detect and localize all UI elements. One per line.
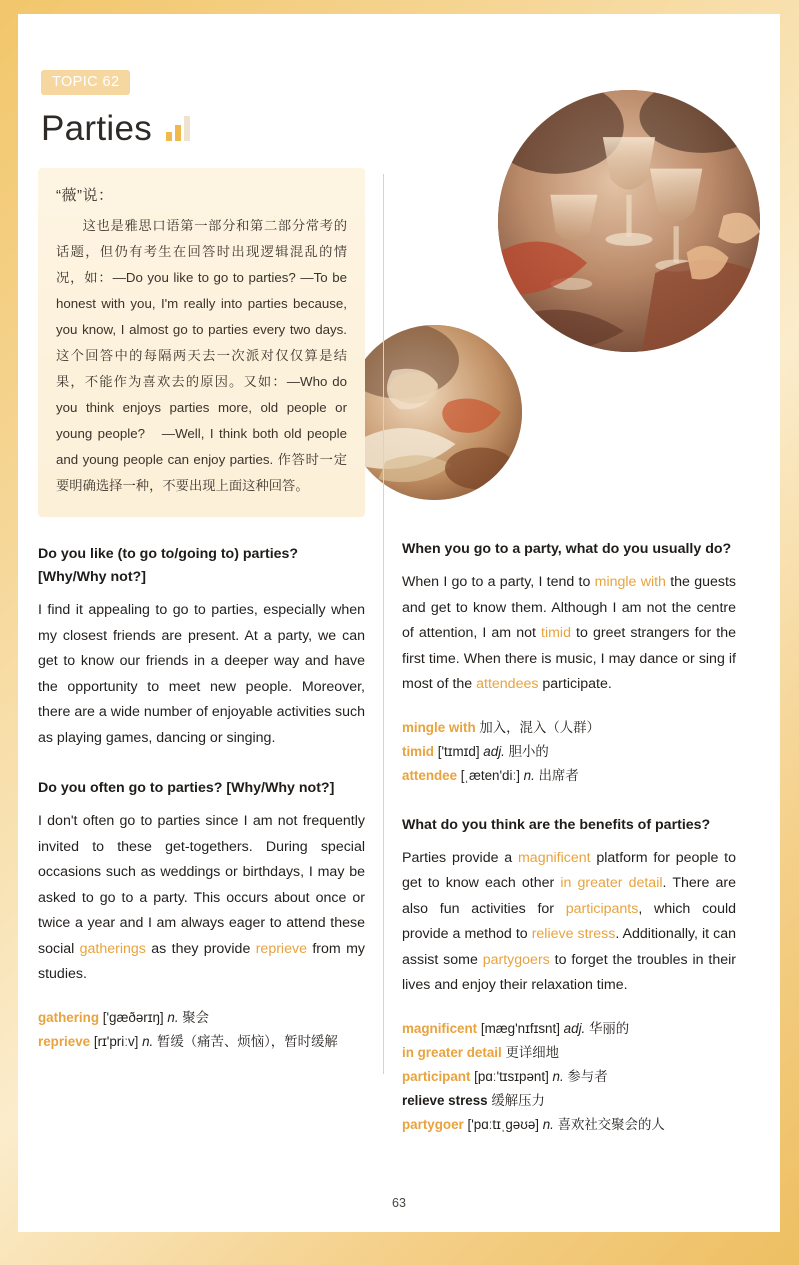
vocabulary-meaning: 出席者: [534, 767, 579, 783]
vocabulary-pos: adj.: [559, 1020, 586, 1036]
tip-box-title: “薇”说：: [56, 187, 114, 204]
right-column-stack: [402, 168, 736, 1137]
left-column: [38, 168, 383, 1137]
vocabulary-pos: n.: [548, 1068, 564, 1084]
vocabulary-term: participant: [402, 1068, 471, 1084]
answer-fragment: . Additionally, it can assist some: [402, 926, 737, 968]
highlighted-phrase: mingle with: [594, 574, 666, 590]
answer-text: [38, 809, 365, 988]
signal-bars-icon: [166, 116, 190, 146]
vocabulary-meaning: 聚会: [178, 1009, 210, 1025]
vocabulary-ipa: ['tɪmɪd]: [434, 743, 480, 759]
answer-text: [402, 570, 736, 698]
vocabulary-ipa: [rɪ'priːv]: [90, 1033, 139, 1049]
vocabulary-ipa: [ˌæten'diː]: [457, 767, 520, 783]
highlighted-phrase: timid: [541, 625, 571, 641]
highlighted-phrase: partygoers: [482, 951, 550, 968]
question-text: What do you think are the benefits of parties?: [402, 816, 711, 833]
vocabulary-meaning: 喜欢社交聚会的人: [553, 1116, 665, 1132]
vocabulary-row: [402, 1065, 736, 1089]
page-title: Parties: [41, 109, 153, 148]
vocabulary-meaning: 暂缓（痛苦、烦恼），暂时缓解: [153, 1033, 338, 1049]
vocabulary-pos: n.: [163, 1009, 179, 1025]
vocabulary-term: gathering: [38, 1009, 100, 1025]
vocabulary-list: [402, 1017, 736, 1137]
highlighted-phrase: gatherings: [79, 940, 146, 957]
vocabulary-row: [402, 716, 736, 740]
vocabulary-meaning: 参与者: [563, 1068, 608, 1084]
answer-fragment: as they provide: [145, 940, 256, 957]
answer-fragment: participate.: [538, 676, 612, 692]
right-column: [384, 168, 736, 1137]
vocabulary-row: [402, 1089, 736, 1113]
vocabulary-meaning: 更详细地: [501, 1044, 560, 1060]
page-number: 63: [392, 1196, 406, 1210]
question-text: Do you like (to go to/going to) parties? [Why/Why not?]: [38, 546, 299, 585]
vocabulary-pos: adj.: [479, 743, 505, 759]
vocabulary-list: [402, 716, 736, 788]
vocabulary-term: magnificent: [402, 1020, 478, 1036]
vocabulary-pos: n.: [138, 1033, 154, 1049]
vocabulary-ipa: [pɑː'tɪsɪpənt]: [470, 1068, 549, 1084]
highlighted-phrase: in greater detail: [560, 875, 663, 891]
columns: [38, 168, 736, 1137]
page-sheet: [18, 14, 780, 1232]
answer-fragment: Parties provide a: [402, 849, 518, 866]
vocabulary-row: [402, 764, 736, 788]
vocabulary-meaning: 加入，混入（人群）: [475, 719, 600, 735]
vocabulary-row: [38, 1030, 365, 1054]
tip-box: [38, 168, 365, 517]
question-text: Do you often go to parties? [Why/Why not?]: [38, 780, 335, 796]
vocabulary-term: in greater detail: [402, 1044, 502, 1060]
answer-fragment: . There are also fun activities for: [402, 875, 736, 917]
answer-fragment: I don't often go to parties since I am not frequently invited to these get-togethers. During special occasions such as weddings or birthdays, I may be asked to go to a party. This occurs about once or twice a year and I am always eager to attend these social: [38, 813, 365, 957]
tip-box-body: 这也是雅思口语第一部分和第二部分常考的话题，但仍有考生在回答时出现逻辑混乱的情况，如：—Do you like to go to parties? —To be honest with you, I'm really into parties because, you know, I almost go to parties every two days. 这个回答中的每隔两天去一次派对仅仅算是结果，不能作为喜欢去的原因。又如：—Who do you think enjoys parties more, old people or young people? —Well, I think both old people and young people can enjoy parties. 作答时一定要明确选择一种，不要出现上面这种回答。: [56, 218, 347, 493]
vocabulary-meaning: 缓解压力: [487, 1092, 545, 1108]
answer-fragment: When I go to a party, I tend to: [402, 574, 595, 590]
answer-fragment: I find it appealing to go to parties, especially when my closest friends are present. At a party, we can get to know our friends in a deeper way and have the opportunity to meet new people. Moreover, there are a wide number of enjoyable activities such as playing games, dancing or singing.: [38, 602, 365, 746]
question-text: When you go to a party, what do you usually do?: [402, 541, 732, 557]
vocabulary-term: attendee: [402, 767, 458, 783]
qa-block: [402, 538, 736, 788]
vocabulary-row: [402, 1041, 736, 1065]
vocabulary-term: timid: [402, 743, 434, 759]
vocabulary-pos: n.: [539, 1116, 554, 1132]
vocabulary-ipa: ['gæðərɪŋ]: [99, 1009, 164, 1025]
vocabulary-term: partygoer: [402, 1116, 464, 1132]
vocabulary-term: relieve stress: [402, 1092, 488, 1108]
vocabulary-list: [38, 1006, 365, 1054]
highlighted-phrase: magnificent: [517, 849, 591, 866]
page-content: [18, 14, 780, 1232]
vocabulary-row: [402, 1017, 736, 1041]
vocabulary-ipa: ['pɑːtɪˌgəʊə]: [463, 1116, 539, 1132]
qa-block: [38, 777, 365, 1054]
answer-fragment: platform for people to get to know each other: [402, 849, 736, 891]
vocabulary-meaning: 华丽的: [585, 1020, 630, 1036]
qa-block: [402, 814, 736, 1137]
answer-text: [402, 846, 736, 999]
answer-fragment: , which could provide a method to: [402, 900, 737, 942]
vocabulary-pos: n.: [519, 767, 535, 783]
answer-fragment: to forget the troubles in their lives and enjoy their relaxation time.: [402, 951, 737, 993]
highlighted-phrase: reprieve: [255, 940, 307, 957]
answer-fragment: from my studies.: [38, 940, 365, 982]
highlighted-phrase: participants: [565, 900, 639, 917]
topic-badge: TOPIC 62: [38, 70, 736, 95]
highlighted-phrase: attendees: [476, 676, 539, 692]
vocabulary-meaning: 胆小的: [504, 743, 549, 759]
highlighted-phrase: relieve stress: [531, 926, 616, 942]
vocabulary-row: [402, 740, 736, 764]
vocabulary-term: reprieve: [38, 1033, 91, 1049]
answer-text: [38, 598, 365, 751]
vocabulary-ipa: [mæg'nɪfɪsnt]: [477, 1020, 560, 1036]
vocabulary-row: [402, 1113, 736, 1137]
answer-fragment: to greet strangers for the first time. When there is music, I may dance or sing if most of the: [402, 625, 736, 692]
qa-block: [38, 543, 365, 751]
answer-fragment: the guests and get to know them. Although I am not the centre of attention, I am not: [402, 574, 736, 641]
vocabulary-term: mingle with: [402, 719, 476, 735]
vocabulary-row: [38, 1006, 365, 1030]
